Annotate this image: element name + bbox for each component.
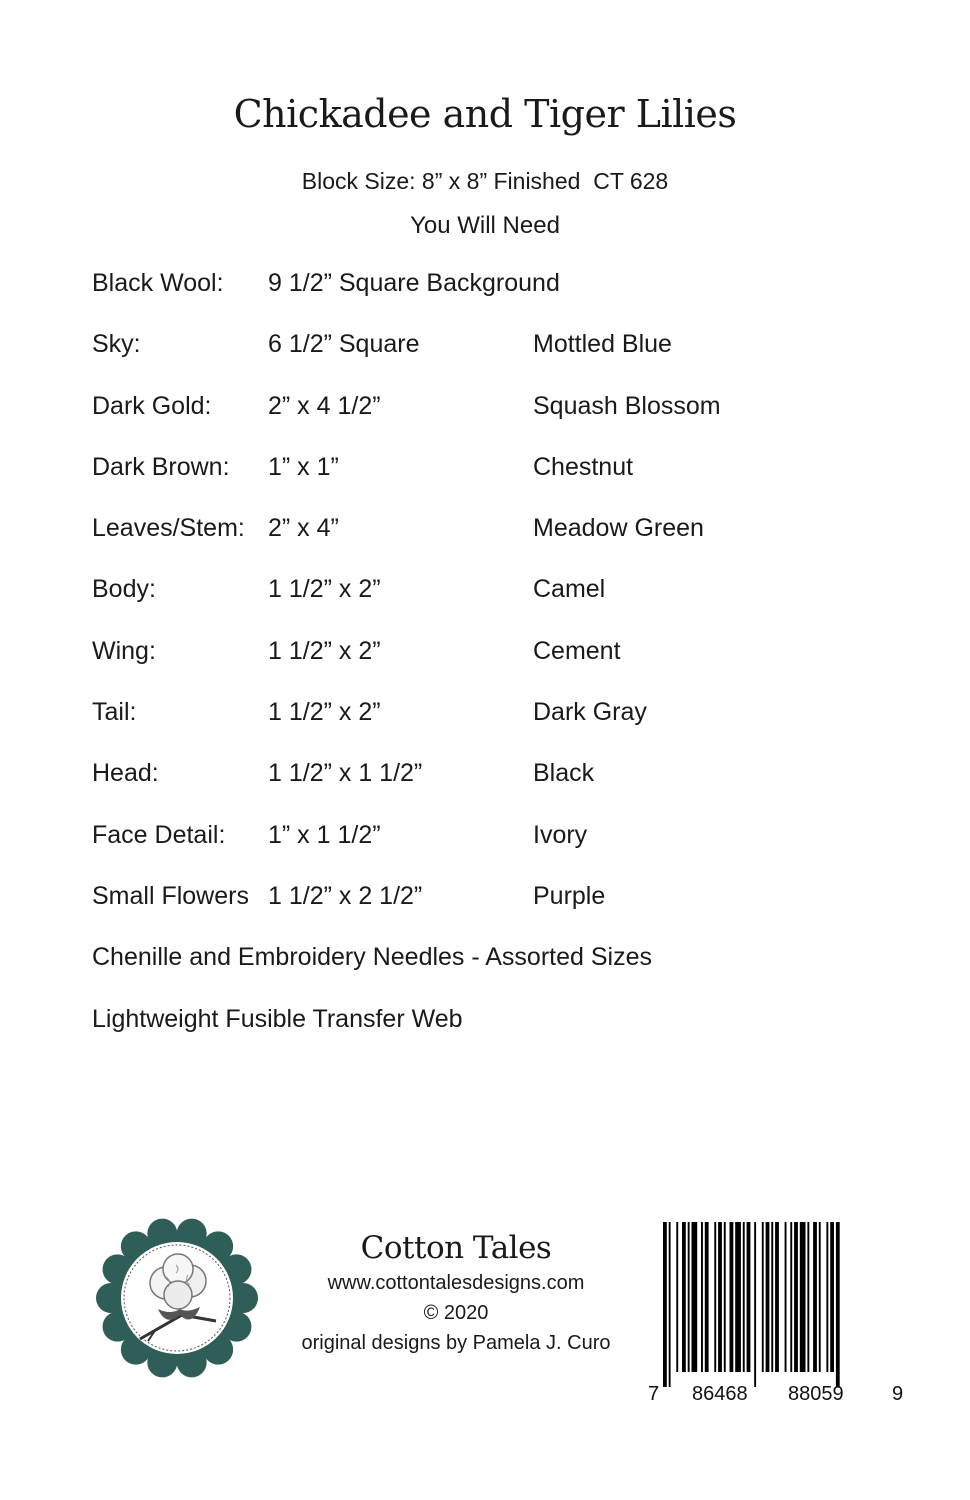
material-name: Face Detail: — [92, 820, 226, 849]
material-color: Dark Gray — [533, 698, 647, 727]
website-link[interactable]: www.cottontalesdesigns.com — [327, 1272, 585, 1294]
material-color: Purple — [533, 881, 606, 910]
material-color: Squash Blossom — [533, 391, 721, 420]
barcode-check-digit: 9 — [892, 1383, 904, 1405]
material-size: 1 1/2” x 1 1/2” — [268, 759, 423, 788]
barcode-group-1: 86468 — [692, 1383, 748, 1405]
material-size: 9 1/2” Square Background — [268, 269, 560, 297]
material-name: Leaves/Stem: — [92, 514, 245, 543]
material-color: Black — [533, 759, 595, 788]
material-name: Tail: — [92, 698, 137, 727]
material-color: Mottled Blue — [533, 330, 672, 359]
material-row — [92, 330, 912, 391]
material-row — [92, 821, 912, 882]
material-row — [92, 637, 912, 698]
designer-credit: original designs by Pamela J. Curo — [301, 1332, 611, 1354]
material-name: Small Flowers — [92, 881, 249, 910]
material-size: 6 1/2” Square — [268, 330, 420, 359]
material-size: 1” x 1 1/2” — [268, 820, 381, 849]
material-color: Chestnut — [533, 452, 634, 481]
material-name: Sky: — [92, 330, 141, 359]
material-name: Dark Brown: — [92, 452, 230, 481]
material-size: 1 1/2” x 2” — [268, 698, 381, 727]
material-row — [92, 269, 912, 330]
material-color: Ivory — [533, 820, 588, 849]
material-color: Meadow Green — [533, 514, 704, 543]
material-row — [92, 698, 912, 759]
material-size: 1” x 1” — [268, 452, 339, 481]
barcode-lead-digit: 7 — [648, 1383, 660, 1405]
pattern-title: Chickadee and Tiger Lilies — [233, 92, 737, 136]
brand-name: Cotton Tales — [360, 1230, 552, 1266]
copyright-text: © 2020 — [423, 1302, 489, 1324]
barcode — [663, 1222, 893, 1387]
material-name: Body: — [92, 575, 156, 604]
material-color: Camel — [533, 575, 606, 604]
material-color: Cement — [533, 636, 621, 665]
section-heading: You Will Need — [410, 212, 560, 239]
material-name: Dark Gold: — [92, 391, 212, 420]
material-size: 1 1/2” x 2 1/2” — [268, 881, 423, 910]
publisher-info — [296, 1228, 616, 1358]
material-size: 1 1/2” x 2” — [268, 575, 381, 604]
material-row — [92, 759, 912, 820]
material-row — [92, 882, 912, 943]
material-name: Black Wool: — [92, 269, 224, 297]
supply-item: Chenille and Embroidery Needles - Assorted Sizes — [92, 943, 652, 972]
material-name: Wing: — [92, 636, 156, 665]
barcode-group-2: 88059 — [788, 1383, 844, 1405]
supply-item: Lightweight Fusible Transfer Web — [92, 1004, 463, 1033]
material-row — [92, 575, 912, 636]
cotton-boll-logo-icon — [96, 1217, 258, 1379]
block-size-subtitle: Block Size: 8” x 8” Finished CT 628 — [301, 168, 669, 194]
material-row — [92, 453, 912, 514]
material-size: 2” x 4 1/2” — [268, 391, 381, 420]
material-size: 1 1/2” x 2” — [268, 636, 381, 665]
material-row — [92, 392, 912, 453]
materials-list — [92, 269, 912, 1066]
material-size: 2” x 4” — [268, 514, 339, 543]
material-row — [92, 514, 912, 575]
material-name: Head: — [92, 759, 159, 788]
